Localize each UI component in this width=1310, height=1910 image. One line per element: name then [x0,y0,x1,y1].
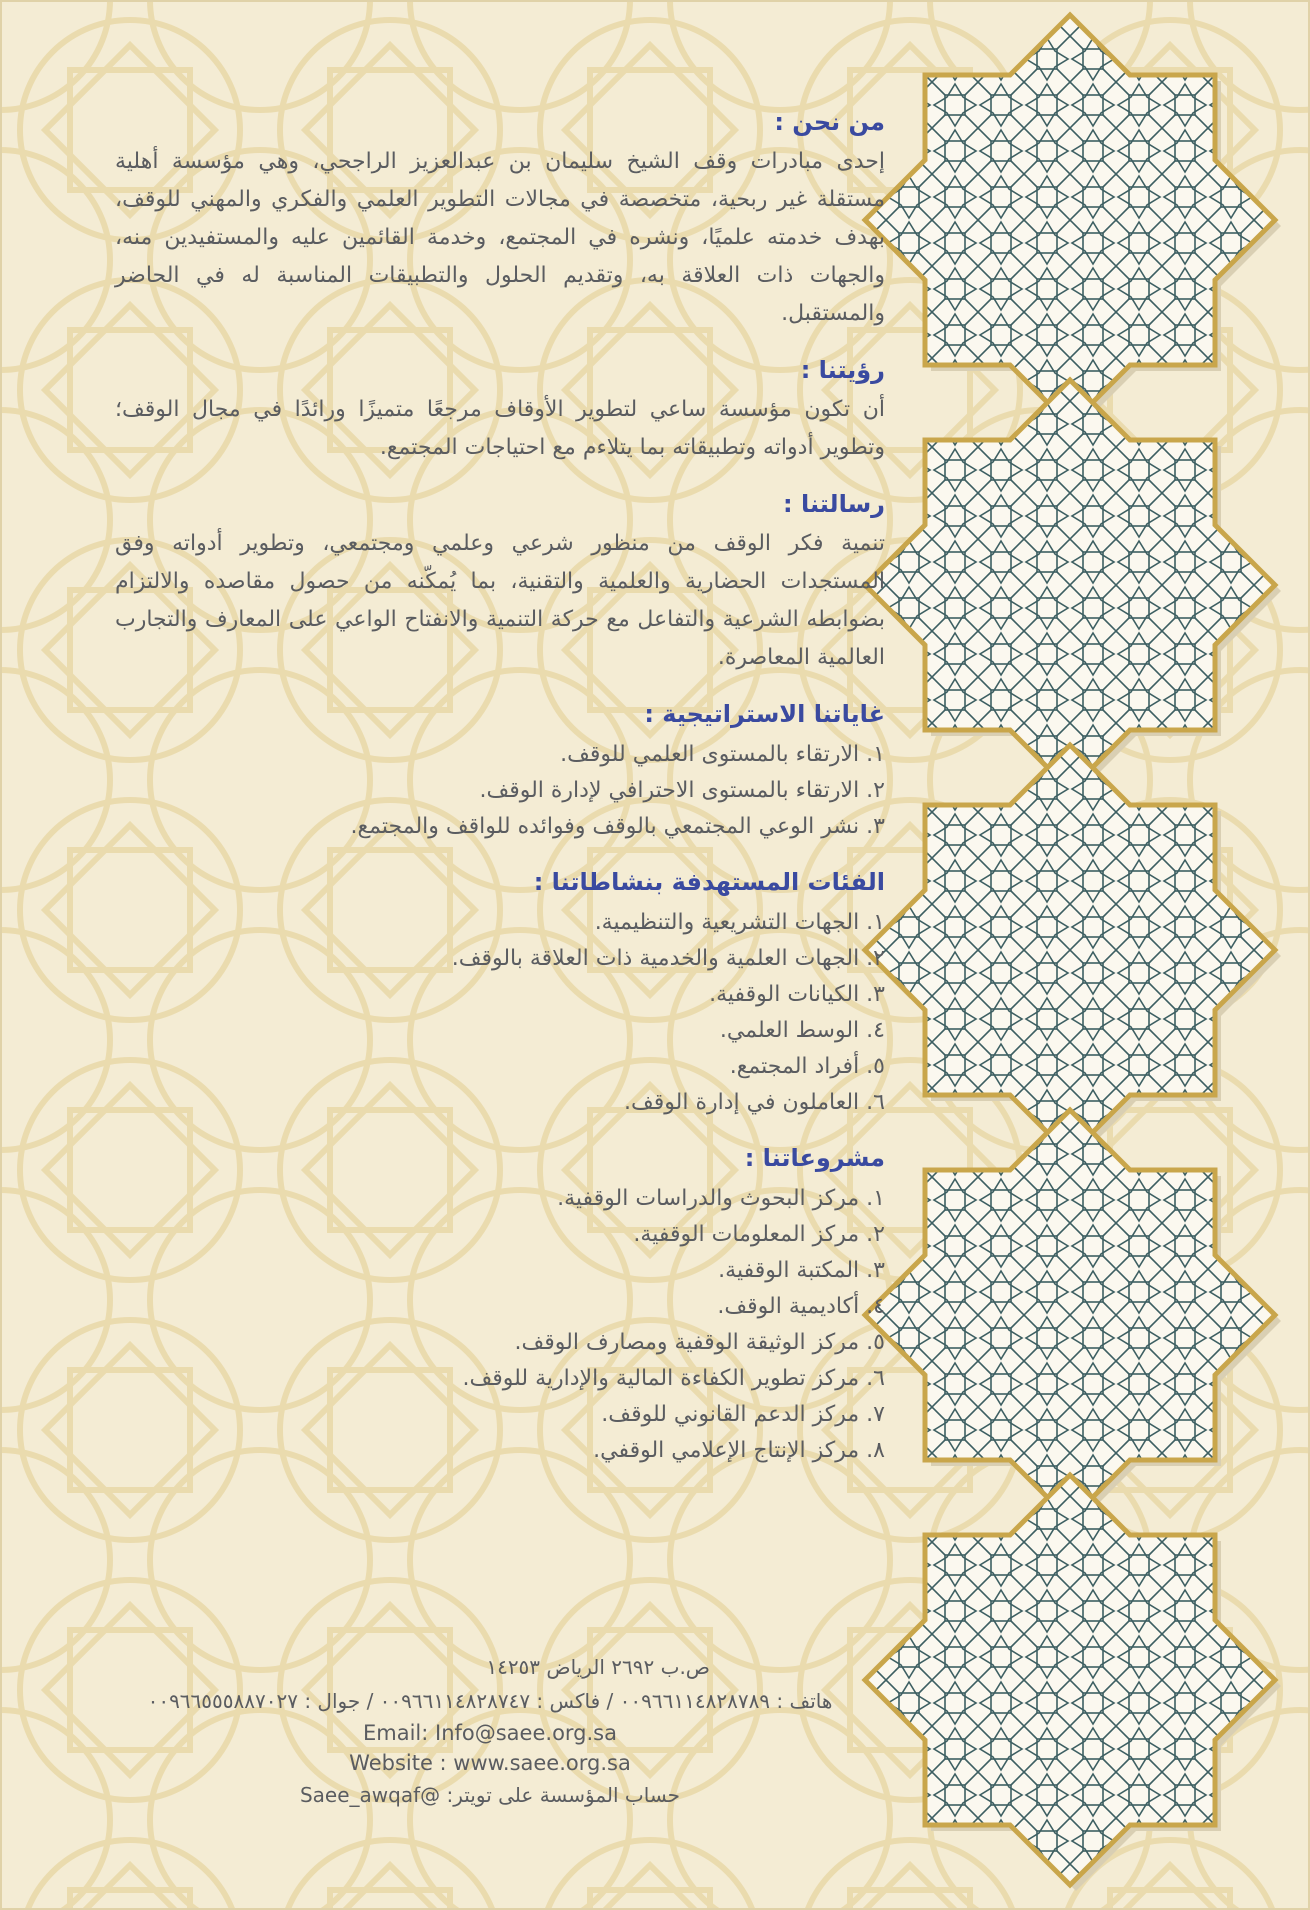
targets-list [115,905,885,1121]
postal-address: ص.ب ٢٦٩٢ الرياض ١٤٢٥٣ [486,1655,710,1679]
email-link[interactable]: Email: Info@saee.org.sa [362,1721,617,1745]
goals-section [115,697,885,845]
mission-text: تنمية فكر الوقف من منظور شرعي وعلمي ومجتمعي، وتطوير أدواته وفق المستجدات الحضارية والعلمية والتقنية، بما يُمكّنه من حصول مقاصده والالتزام بضوابطه الشرعية والتفاعل مع حركة التنمية والانفتاح الواعي على المعارف والتجارب العالمية المعاصرة. [115,531,885,670]
list-item: ١. الجهات التشريعية والتنظيمية. [594,910,885,935]
list-item: ٣. المكتبة الوقفية. [718,1258,885,1283]
main-content [115,105,885,1489]
eight-point-star-icon [865,745,1281,1161]
list-item: ١. الارتقاء بالمستوى العلمي للوقف. [560,742,885,767]
eight-point-star-icon [865,380,1281,796]
list-item: ٦. مركز تطوير الكفاءة المالية والإدارية للوقف. [462,1366,885,1391]
about-heading: من نحن : [774,108,885,136]
goals-list [115,737,885,845]
mission-heading: رسالتنا : [783,490,885,518]
targets-section [115,865,885,1121]
about-section [115,105,885,333]
list-item: ٤. الوسط العلمي. [719,1018,885,1043]
list-item: ٥. مركز الوثيقة الوقفية ومصارف الوقف. [514,1330,885,1355]
list-item: ٤. أكاديمية الوقف. [717,1294,885,1319]
eight-point-star-icon [865,1475,1281,1891]
list-item: ٣. الكيانات الوقفية. [709,982,885,1007]
vision-section [115,353,885,467]
projects-heading: مشروعاتنا : [744,1144,885,1172]
list-item: ٢. الارتقاء بالمستوى الاحترافي لإدارة الوقف. [479,778,885,803]
vision-heading: رؤيتنا : [800,356,885,384]
list-item: ٨. مركز الإنتاج الإعلامي الوقفي. [593,1438,885,1463]
website-link[interactable]: Website : www.saee.org.sa [349,1751,631,1775]
contact-block [100,1650,880,1812]
list-item: ٦. العاملون في إدارة الوقف. [623,1090,885,1115]
phone-numbers: هاتف : ٠٠٩٦٦١١٤٨٢٨٧٨٩ / فاكس : ٠٠٩٦٦١١٤٨٢٨٧٤٧ / جوال : ٠٠٩٦٦٥٥٥٨٨٧٠٢٧ [147,1689,833,1713]
vision-text: أن تكون مؤسسة ساعي لتطوير الأوقاف مرجعًا متميزًا ورائدًا في مجال الوقف؛ وتطوير أدواته وتطبيقاته بما يتلاءم مع احتياجات المجتمع. [115,397,885,460]
about-text: إحدى مبادرات وقف الشيخ سليمان بن عبدالعزيز الراجحي، وهي مؤسسة أهلية مستقلة غير ربحية، متخصصة في مجالات التطوير العلمي والفكري والمهني للوقف، بهدف خدمته علميًا، ونشره في المجتمع، وخدمة القائمين عليه والمستفيدين منه، والجهات ذات العلاقة به، وتقديم الحلول والتطبيقات المناسبة له في الحاضر والمستقبل. [115,149,885,326]
list-item: ١. مركز البحوث والدراسات الوقفية. [557,1186,885,1211]
projects-section [115,1141,885,1469]
mission-section [115,487,885,677]
twitter-handle[interactable]: حساب المؤسسة على تويتر: @Saee_awqaf [299,1783,681,1807]
eight-point-star-icon [865,1110,1281,1526]
list-item: ٧. مركز الدعم القانوني للوقف. [601,1402,885,1427]
list-item: ٣. نشر الوعي المجتمعي بالوقف وفوائده للواقف والمجتمع. [350,814,885,839]
goals-heading: غاياتنا الاستراتيجية : [644,700,885,728]
list-item: ٥. أفراد المجتمع. [729,1054,885,1079]
targets-heading: الفئات المستهدفة بنشاطاتنا : [533,868,885,896]
list-item: ٢. الجهات العلمية والخدمية ذات العلاقة بالوقف. [451,946,885,971]
list-item: ٢. مركز المعلومات الوقفية. [633,1222,885,1247]
projects-list [115,1181,885,1469]
eight-point-star-icon [865,15,1281,431]
